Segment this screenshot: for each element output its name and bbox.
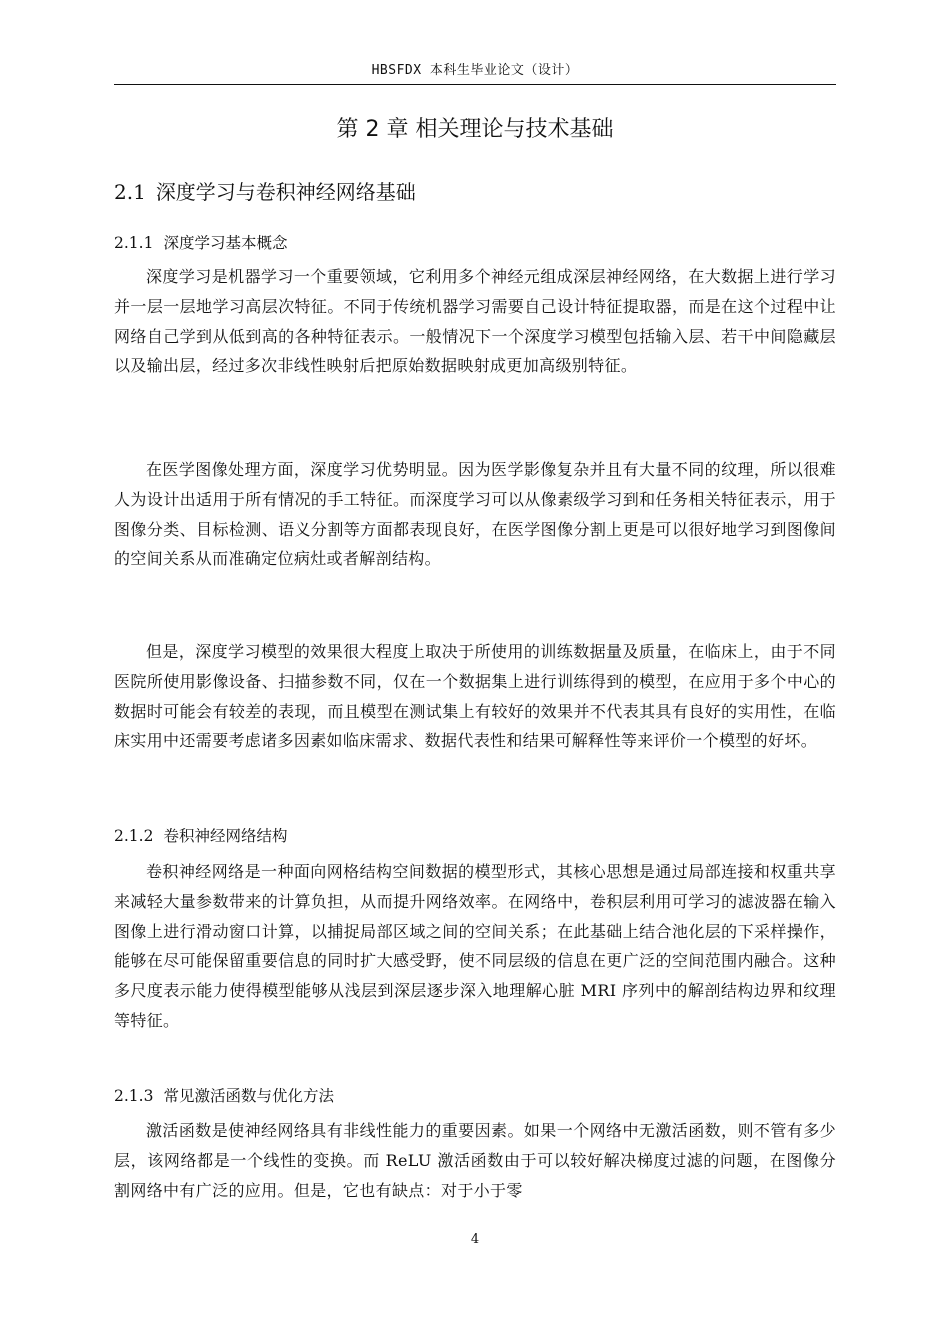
body-paragraph: 在医学图像处理方面，深度学习优势明显。因为医学影像复杂并且有大量不同的纹理，所以很难人为设计出适用于所有情况的手工特征。而深度学习可以从像素级学习到和任务相关特征表示，用于图像分类、目标检测、语义分割等方面都表现良好，在医学图像分割上更是可以很好地学习到图像间的空间关系从而准确定位病灶或者解剖结构。 — [114, 460, 836, 569]
section-number: 2.1 — [114, 180, 146, 204]
subsection-heading-2-1-3 — [114, 1084, 334, 1108]
subsection-title: 深度学习基本概念 — [163, 234, 288, 252]
subsection-title: 卷积神经网络结构 — [163, 827, 288, 845]
section-heading — [114, 178, 416, 206]
body-paragraph: 但是，深度学习模型的效果很大程度上取决于所使用的训练数据量及质量，在临床上，由于不同医院所使用影像设备、扫描参数不同，仅在一个数据集上进行训练得到的模型，在应用于多个中心的数据时可能会有较差的表现，而且模型在测试集上有较好的效果并不代表其具有良好的实用性，在临床实用中还需要考虑诸多因素如临床需求、数据代表性和结果可解释性等来评价一个模型的好坏。 — [114, 642, 836, 751]
header-rule — [114, 84, 836, 85]
subsection-number: 2.1.1 — [114, 234, 154, 252]
body-paragraph: 卷积神经网络是一种面向网格结构空间数据的模型形式，其核心思想是通过局部连接和权重共享来减轻大量参数带来的计算负担，从而提升网络效率。在网络中，卷积层利用可学习的滤波器在输入图像上进行滑动窗口计算，以捕捉局部区域之间的空间关系；在此基础上结合池化层的下采样操作，能够在尽可能保留重要信息的同时扩大感受野，使不同层级的信息在更广泛的空间范围内融合。这种多尺度表示能力使得模型能够从浅层到深层逐步深入地理解心脏 MRI 序列中的解剖结构边界和纹理等特征。 — [114, 862, 836, 1030]
subsection-heading-2-1-1 — [114, 231, 287, 255]
body-paragraph: 深度学习是机器学习一个重要领域，它利用多个神经元组成深层神经网络，在大数据上进行学习并一层一层地学习高层次特征。不同于传统机器学习需要自己设计特征提取器，而是在这个过程中让网络自己学到从低到高的各种特征表示。一般情况下一个深度学习模型包括输入层、若干中间隐藏层以及输出层，经过多次非线性映射后把原始数据映射成更加高级别特征。 — [114, 267, 836, 376]
running-header: HBSFDX 本科生毕业论文（设计） — [371, 63, 579, 78]
subsection-number: 2.1.3 — [114, 1087, 154, 1105]
body-paragraph: 激活函数是使神经网络具有非线性能力的重要因素。如果一个网络中无激活函数，则不管有多少层，该网络都是一个线性的变换。而 ReLU 激活函数由于可以较好解决梯度过滤的问题，在图像分割网络中有广泛的应用。但是，它也有缺点：对于小于零 — [114, 1121, 836, 1200]
page-number: 4 — [470, 1232, 480, 1247]
subsection-number: 2.1.2 — [114, 827, 154, 845]
section-title: 深度学习与卷积神经网络基础 — [155, 180, 416, 204]
subsection-title: 常见激活函数与优化方法 — [163, 1087, 334, 1105]
chapter-title: 第 2 章 相关理论与技术基础 — [336, 117, 614, 142]
subsection-heading-2-1-2 — [114, 824, 287, 848]
